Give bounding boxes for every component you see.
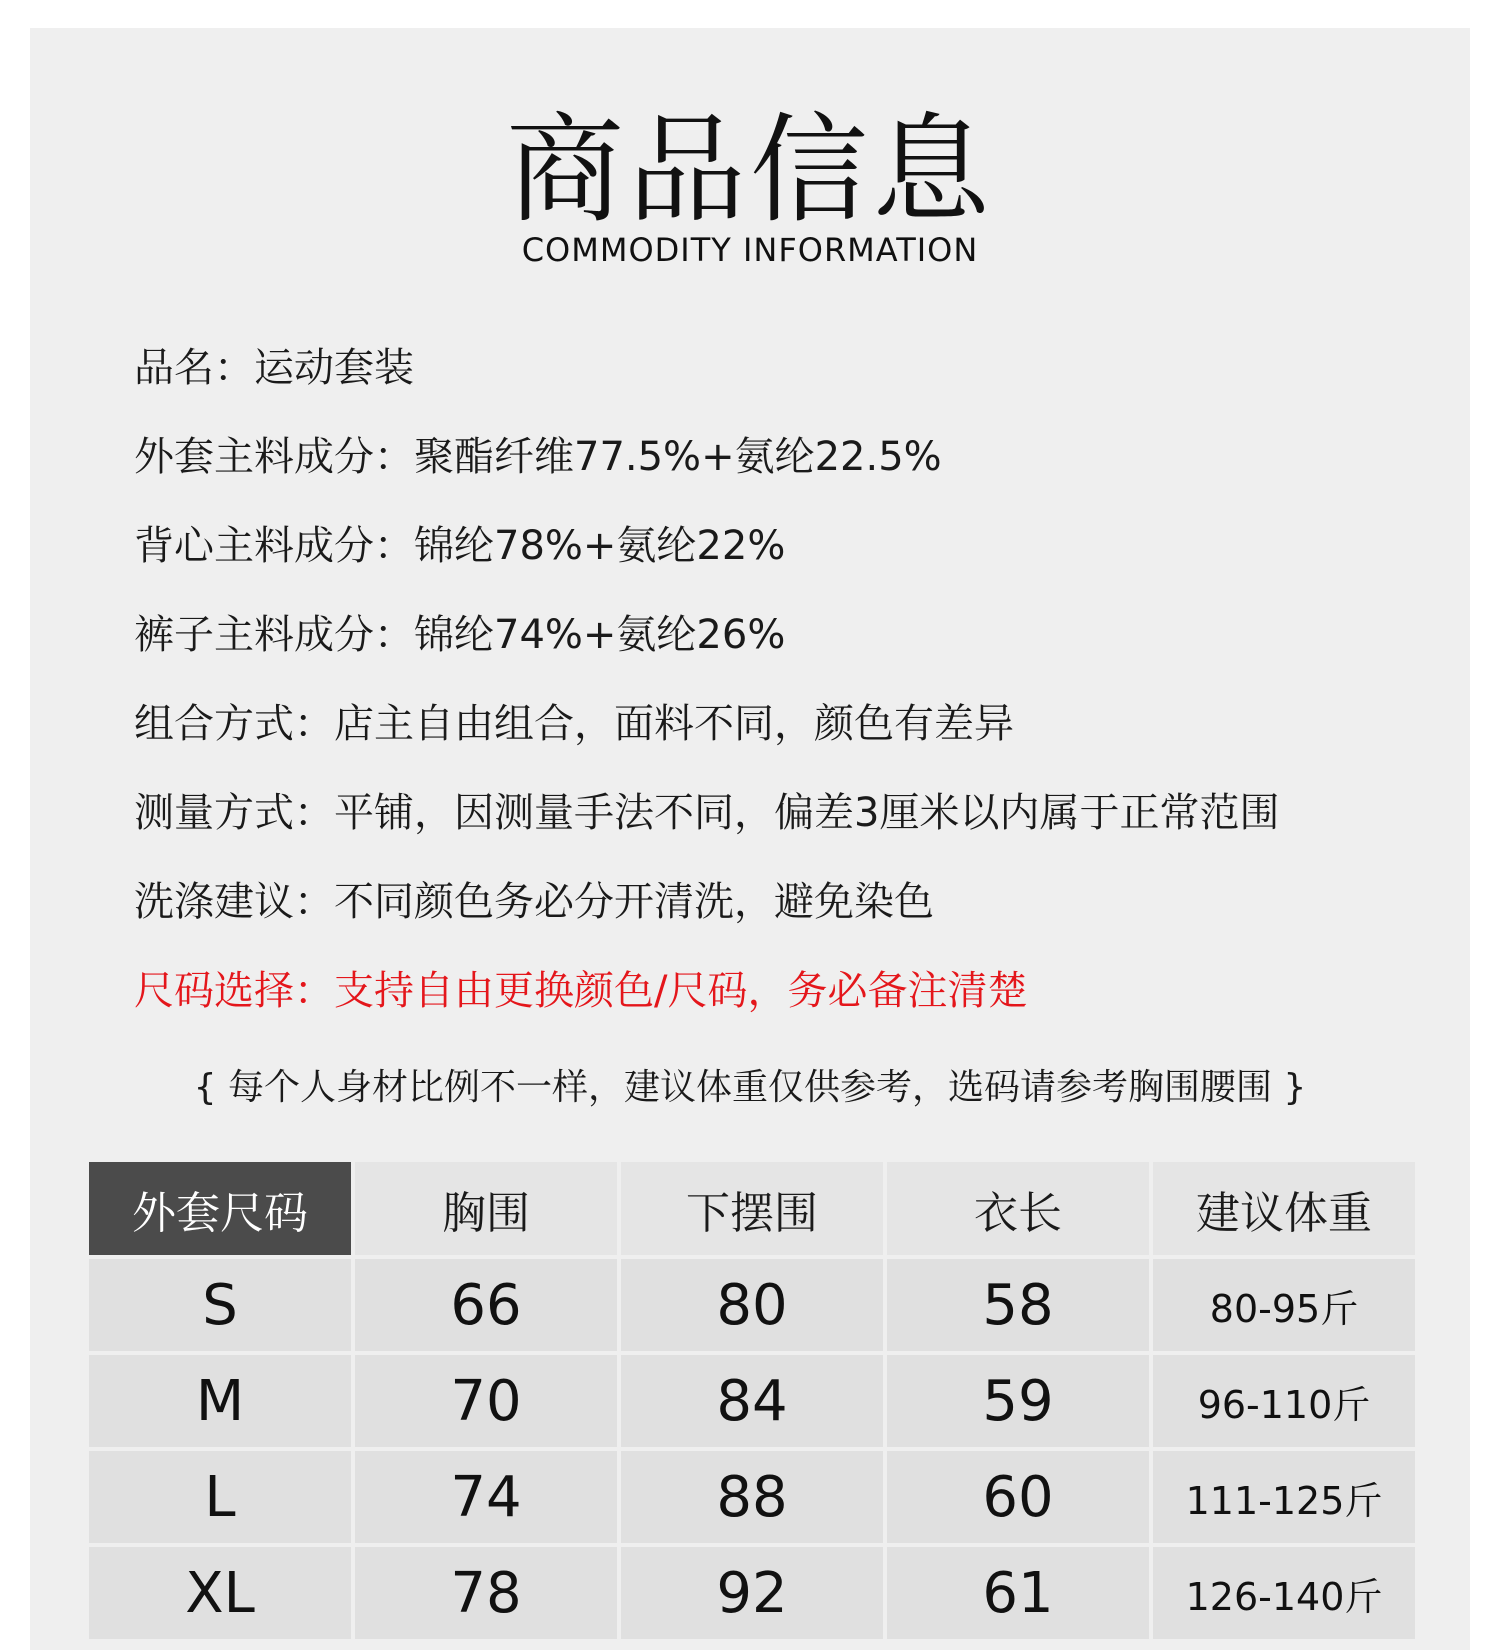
- info-row-size-selection: 尺码选择：支持自由更换颜色/尺码，务必备注清楚: [134, 968, 1028, 1014]
- info-row-measurement: 测量方式：平铺，因测量手法不同，偏差3厘米以内属于正常范围: [134, 790, 1280, 836]
- header-chest: 胸围: [355, 1162, 617, 1255]
- info-row-jacket-material: 外套主料成分：聚酯纤维77.5%+氨纶22.5%: [134, 434, 942, 480]
- page-title: 商品信息: [505, 101, 994, 239]
- cell-length: 60: [887, 1451, 1149, 1543]
- cell-size: S: [89, 1259, 351, 1351]
- cell-length: 61: [887, 1547, 1149, 1639]
- cell-hem: 92: [621, 1547, 883, 1639]
- cell-length: 59: [887, 1355, 1149, 1447]
- table-row: [89, 1355, 1415, 1447]
- size-table: [85, 1158, 1419, 1643]
- size-note: { 每个人身材比例不一样，建议体重仅供参考，选码请参考胸围腰围 }: [193, 1067, 1307, 1108]
- info-row-pants-material: 裤子主料成分：锦纶74%+氨纶26%: [134, 612, 786, 658]
- cell-hem: 88: [621, 1451, 883, 1543]
- cell-hem: 80: [621, 1259, 883, 1351]
- cell-weight: 111-125斤: [1153, 1451, 1415, 1543]
- info-list: [134, 324, 1434, 1036]
- header-hem: 下摆围: [621, 1162, 883, 1255]
- cell-chest: 70: [355, 1355, 617, 1447]
- table-row: [89, 1451, 1415, 1543]
- cell-weight: 126-140斤: [1153, 1547, 1415, 1639]
- info-row-vest-material: 背心主料成分：锦纶78%+氨纶22%: [134, 523, 786, 569]
- info-row-washing: 洗涤建议：不同颜色务必分开清洗，避免染色: [134, 879, 934, 925]
- table-row: [89, 1547, 1415, 1639]
- info-row-product-name: 品名：运动套装: [134, 345, 414, 391]
- cell-chest: 78: [355, 1547, 617, 1639]
- header-jacket-size: 外套尺码: [89, 1162, 351, 1255]
- cell-weight: 96-110斤: [1153, 1355, 1415, 1447]
- cell-chest: 74: [355, 1451, 617, 1543]
- cell-size: M: [89, 1355, 351, 1447]
- cell-chest: 66: [355, 1259, 617, 1351]
- header-weight: 建议体重: [1153, 1162, 1415, 1255]
- product-info-panel: [30, 28, 1470, 1650]
- header-length: 衣长: [887, 1162, 1149, 1255]
- table-header-row: [89, 1162, 1415, 1255]
- cell-hem: 84: [621, 1355, 883, 1447]
- cell-weight: 80-95斤: [1153, 1259, 1415, 1351]
- cell-size: XL: [89, 1547, 351, 1639]
- page-subtitle: COMMODITY INFORMATION: [521, 231, 979, 269]
- table-row: [89, 1259, 1415, 1351]
- cell-length: 58: [887, 1259, 1149, 1351]
- info-row-combination: 组合方式：店主自由组合，面料不同，颜色有差异: [134, 701, 1014, 747]
- cell-size: L: [89, 1451, 351, 1543]
